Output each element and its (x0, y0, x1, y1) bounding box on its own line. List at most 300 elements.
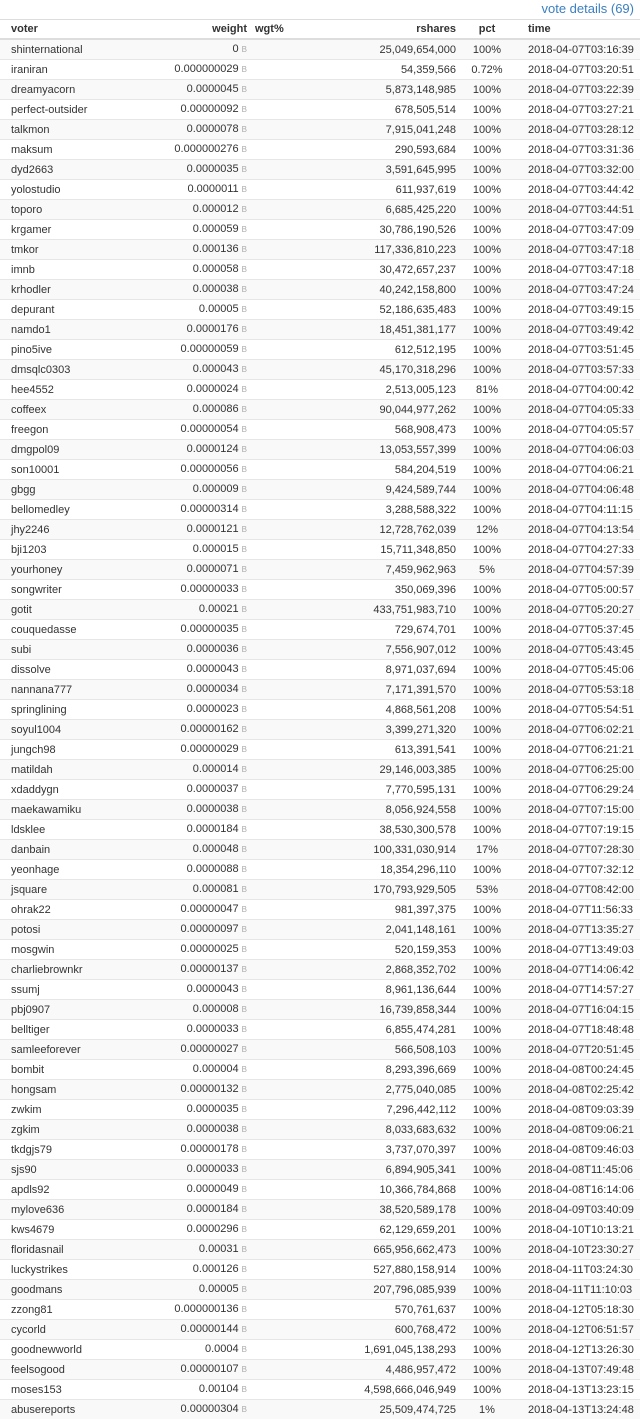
weight-symbol-icon: B (242, 185, 247, 194)
voter-link[interactable]: charliebrownkr (0, 960, 150, 980)
weight-cell (150, 880, 251, 900)
weight-value: 0.0000036 (187, 643, 239, 655)
weight-value: 0.00000054 (181, 423, 239, 435)
voter-link[interactable]: dmgpol09 (0, 440, 150, 460)
time-cell: 2018-04-07T03:47:09 (514, 220, 640, 240)
wgt-pct-cell (251, 80, 319, 100)
weight-cell (150, 1160, 251, 1180)
rshares-cell: 566,508,103 (319, 1040, 460, 1060)
weight-value: 0.000038 (193, 283, 239, 295)
time-cell: 2018-04-07T03:44:51 (514, 200, 640, 220)
voter-link[interactable]: cycorld (0, 1320, 150, 1340)
weight-cell (150, 340, 251, 360)
voter-link[interactable]: songwriter (0, 580, 150, 600)
time-cell: 2018-04-07T05:37:45 (514, 620, 640, 640)
voter-link[interactable]: perfect-outsider (0, 100, 150, 120)
wgt-pct-cell (251, 280, 319, 300)
voter-link[interactable]: belltiger (0, 1020, 150, 1040)
time-cell: 2018-04-10T23:30:27 (514, 1240, 640, 1260)
weight-symbol-icon: B (242, 1125, 247, 1134)
weight-value: 0.00000132 (181, 1083, 239, 1095)
weight-cell (150, 400, 251, 420)
table-row (0, 1360, 640, 1380)
rshares-cell: 4,868,561,208 (319, 700, 460, 720)
pct-cell: 100% (460, 39, 514, 60)
voter-link[interactable]: pino5ive (0, 340, 150, 360)
table-row (0, 920, 640, 940)
weight-cell (150, 100, 251, 120)
table-row (0, 1400, 640, 1419)
rshares-cell: 600,768,472 (319, 1320, 460, 1340)
rshares-cell: 729,674,701 (319, 620, 460, 640)
weight-value: 0.00021 (199, 603, 239, 615)
voter-link[interactable]: tkdgjs79 (0, 1140, 150, 1160)
weight-cell (150, 600, 251, 620)
time-cell: 2018-04-07T04:57:39 (514, 560, 640, 580)
wgt-pct-cell (251, 820, 319, 840)
time-cell: 2018-04-07T05:54:51 (514, 700, 640, 720)
rshares-cell: 30,786,190,526 (319, 220, 460, 240)
voter-link[interactable]: talkmon (0, 120, 150, 140)
weight-cell (150, 500, 251, 520)
pct-cell: 1% (460, 1400, 514, 1419)
voter-link[interactable]: mylove636 (0, 1200, 150, 1220)
table-row (0, 380, 640, 400)
table-row (0, 220, 640, 240)
pct-cell: 100% (460, 580, 514, 600)
pct-cell: 100% (460, 140, 514, 160)
wgt-pct-cell (251, 940, 319, 960)
weight-cell (150, 180, 251, 200)
rshares-cell: 18,451,381,177 (319, 320, 460, 340)
pct-cell: 100% (460, 1180, 514, 1200)
voter-link[interactable]: springlining (0, 700, 150, 720)
voter-link[interactable]: zzong81 (0, 1300, 150, 1320)
weight-cell (150, 860, 251, 880)
wgt-pct-cell (251, 760, 319, 780)
col-header-pct[interactable]: pct (460, 20, 514, 40)
pct-cell: 100% (460, 1200, 514, 1220)
time-cell: 2018-04-07T07:15:00 (514, 800, 640, 820)
voter-link[interactable]: apdls92 (0, 1180, 150, 1200)
wgt-pct-cell (251, 140, 319, 160)
wgt-pct-cell (251, 1280, 319, 1300)
pct-cell: 100% (460, 780, 514, 800)
voter-link[interactable]: kws4679 (0, 1220, 150, 1240)
time-cell: 2018-04-11T11:10:03 (514, 1280, 640, 1300)
voter-link[interactable]: goodmans (0, 1280, 150, 1300)
wgt-pct-cell (251, 980, 319, 1000)
rshares-cell: 207,796,085,939 (319, 1280, 460, 1300)
voter-link[interactable]: zwkim (0, 1100, 150, 1120)
voter-link[interactable]: feelsogood (0, 1360, 150, 1380)
rshares-cell: 54,359,566 (319, 60, 460, 80)
table-header-row (0, 20, 640, 40)
pct-cell: 100% (460, 120, 514, 140)
time-cell: 2018-04-07T04:06:21 (514, 460, 640, 480)
weight-symbol-icon: B (242, 1305, 247, 1314)
pct-cell: 100% (460, 860, 514, 880)
table-row (0, 1280, 640, 1300)
voter-link[interactable]: namdo1 (0, 320, 150, 340)
table-row (0, 1020, 640, 1040)
wgt-pct-cell (251, 620, 319, 640)
weight-symbol-icon: B (242, 885, 247, 894)
wgt-pct-cell (251, 1400, 319, 1419)
pct-cell: 12% (460, 520, 514, 540)
weight-symbol-icon: B (242, 805, 247, 814)
wgt-pct-cell (251, 740, 319, 760)
weight-cell (150, 120, 251, 140)
voter-link[interactable]: dreamyacorn (0, 80, 150, 100)
voter-link[interactable]: bji1203 (0, 540, 150, 560)
weight-symbol-icon: B (242, 165, 247, 174)
voter-link[interactable]: tmkor (0, 240, 150, 260)
weight-cell (150, 540, 251, 560)
table-row (0, 900, 640, 920)
table-row (0, 660, 640, 680)
voter-link[interactable]: xdaddygn (0, 780, 150, 800)
rshares-cell: 568,908,473 (319, 420, 460, 440)
wgt-pct-cell (251, 220, 319, 240)
pct-cell: 17% (460, 840, 514, 860)
time-cell: 2018-04-07T14:06:42 (514, 960, 640, 980)
wgt-pct-cell (251, 520, 319, 540)
weight-cell (150, 1000, 251, 1020)
weight-value: 0.000000136 (174, 1303, 238, 1315)
weight-symbol-icon: B (242, 1165, 247, 1174)
weight-cell (150, 260, 251, 280)
time-cell: 2018-04-07T08:42:00 (514, 880, 640, 900)
voter-link[interactable]: yourhoney (0, 560, 150, 580)
weight-cell (150, 480, 251, 500)
rshares-cell: 678,505,514 (319, 100, 460, 120)
voter-link[interactable]: coffeex (0, 400, 150, 420)
time-cell: 2018-04-08T02:25:42 (514, 1080, 640, 1100)
voter-link[interactable]: krgamer (0, 220, 150, 240)
wgt-pct-cell (251, 1240, 319, 1260)
vote-details-link[interactable]: vote details (69) (542, 1, 635, 16)
time-cell: 2018-04-07T18:48:48 (514, 1020, 640, 1040)
pct-cell: 100% (460, 480, 514, 500)
weight-value: 0.0000121 (187, 523, 239, 535)
wgt-pct-cell (251, 660, 319, 680)
weight-value: 0.0000071 (187, 563, 239, 575)
table-row (0, 800, 640, 820)
voter-link[interactable]: moses153 (0, 1380, 150, 1400)
table-row (0, 560, 640, 580)
wgt-pct-cell (251, 100, 319, 120)
table-row (0, 320, 640, 340)
table-row (0, 640, 640, 660)
weight-cell (150, 560, 251, 580)
voter-link[interactable]: jsquare (0, 880, 150, 900)
weight-symbol-icon: B (242, 365, 247, 374)
weight-value: 0.0000045 (187, 83, 239, 95)
wgt-pct-cell (251, 340, 319, 360)
pct-cell: 100% (460, 740, 514, 760)
voter-link[interactable]: floridasnail (0, 1240, 150, 1260)
voter-link[interactable]: bellomedley (0, 500, 150, 520)
time-cell: 2018-04-07T04:13:54 (514, 520, 640, 540)
weight-symbol-icon: B (242, 545, 247, 554)
voter-link[interactable]: sjs90 (0, 1160, 150, 1180)
weight-cell (150, 140, 251, 160)
rshares-cell: 45,170,318,296 (319, 360, 460, 380)
voter-link[interactable]: danbain (0, 840, 150, 860)
voter-link[interactable]: shinternational (0, 39, 150, 60)
weight-cell (150, 700, 251, 720)
weight-symbol-icon: B (242, 1025, 247, 1034)
weight-cell (150, 80, 251, 100)
pct-cell: 100% (460, 340, 514, 360)
voter-link[interactable]: freegon (0, 420, 150, 440)
table-row (0, 1300, 640, 1320)
time-cell: 2018-04-07T03:44:42 (514, 180, 640, 200)
weight-symbol-icon: B (242, 745, 247, 754)
col-header-time[interactable]: time (514, 20, 640, 40)
weight-symbol-icon: B (242, 1005, 247, 1014)
weight-value: 0.000014 (193, 763, 239, 775)
voter-link[interactable]: yolostudio (0, 180, 150, 200)
time-cell: 2018-04-07T07:19:15 (514, 820, 640, 840)
voter-link[interactable]: dmsqlc0303 (0, 360, 150, 380)
weight-symbol-icon: B (242, 425, 247, 434)
time-cell: 2018-04-10T10:13:21 (514, 1220, 640, 1240)
table-row (0, 1260, 640, 1280)
weight-value: 0.00000027 (181, 1043, 239, 1055)
wgt-pct-cell (251, 380, 319, 400)
time-cell: 2018-04-09T03:40:09 (514, 1200, 640, 1220)
weight-cell (150, 620, 251, 640)
weight-value: 0.0000088 (187, 863, 239, 875)
wgt-pct-cell (251, 720, 319, 740)
rshares-cell: 570,761,637 (319, 1300, 460, 1320)
pct-cell: 100% (460, 460, 514, 480)
pct-cell: 100% (460, 1280, 514, 1300)
voter-link[interactable]: samleeforever (0, 1040, 150, 1060)
weight-symbol-icon: B (242, 525, 247, 534)
voter-link[interactable]: zgkim (0, 1120, 150, 1140)
rshares-cell: 612,512,195 (319, 340, 460, 360)
voter-link[interactable]: maksum (0, 140, 150, 160)
col-header-wgt-pct[interactable]: wgt% (251, 20, 319, 40)
time-cell: 2018-04-08T16:14:06 (514, 1180, 640, 1200)
wgt-pct-cell (251, 1100, 319, 1120)
table-row (0, 260, 640, 280)
voter-link[interactable]: maekawamiku (0, 800, 150, 820)
table-row (0, 1060, 640, 1080)
pct-cell: 100% (460, 1060, 514, 1080)
weight-value: 0.00000047 (181, 903, 239, 915)
voter-link[interactable]: toporo (0, 200, 150, 220)
weight-value: 0.000000276 (174, 143, 238, 155)
weight-cell (150, 840, 251, 860)
time-cell: 2018-04-07T13:49:03 (514, 940, 640, 960)
table-row (0, 500, 640, 520)
voter-link[interactable]: ssumj (0, 980, 150, 1000)
voter-link[interactable]: dyd2663 (0, 160, 150, 180)
weight-symbol-icon: B (242, 265, 247, 274)
rshares-cell: 2,513,005,123 (319, 380, 460, 400)
wgt-pct-cell (251, 1020, 319, 1040)
weight-symbol-icon: B (242, 585, 247, 594)
col-header-voter[interactable]: voter (0, 20, 150, 40)
weight-symbol-icon: B (242, 685, 247, 694)
voter-link[interactable]: yeonhage (0, 860, 150, 880)
voter-link[interactable]: krhodler (0, 280, 150, 300)
weight-value: 0.00000107 (181, 1363, 239, 1375)
table-row (0, 340, 640, 360)
weight-cell (150, 1240, 251, 1260)
rshares-cell: 90,044,977,262 (319, 400, 460, 420)
weight-symbol-icon: B (242, 665, 247, 674)
weight-value: 0.000004 (193, 1063, 239, 1075)
pct-cell: 100% (460, 1360, 514, 1380)
voter-link[interactable]: dissolve (0, 660, 150, 680)
voter-link[interactable]: goodnewworld (0, 1340, 150, 1360)
voter-link[interactable]: jungch98 (0, 740, 150, 760)
weight-value: 0.00005 (199, 303, 239, 315)
weight-value: 0.0000296 (187, 1223, 239, 1235)
weight-cell (150, 1360, 251, 1380)
weight-value: 0.000009 (193, 483, 239, 495)
rshares-cell: 2,041,148,161 (319, 920, 460, 940)
weight-cell (150, 1220, 251, 1240)
rshares-cell: 7,770,595,131 (319, 780, 460, 800)
rshares-cell: 981,397,375 (319, 900, 460, 920)
weight-cell (150, 660, 251, 680)
voter-link[interactable]: couquedasse (0, 620, 150, 640)
voter-link[interactable]: gbgg (0, 480, 150, 500)
table-row (0, 280, 640, 300)
voter-link[interactable]: hee4552 (0, 380, 150, 400)
voter-link[interactable]: subi (0, 640, 150, 660)
voter-link[interactable]: luckystrikes (0, 1260, 150, 1280)
weight-cell (150, 440, 251, 460)
time-cell: 2018-04-07T03:51:45 (514, 340, 640, 360)
weight-value: 0.0000043 (187, 663, 239, 675)
wgt-pct-cell (251, 560, 319, 580)
voter-link[interactable]: abusereports (0, 1400, 150, 1419)
pct-cell: 53% (460, 880, 514, 900)
wgt-pct-cell (251, 300, 319, 320)
rshares-cell: 8,056,924,558 (319, 800, 460, 820)
wgt-pct-cell (251, 840, 319, 860)
voter-link[interactable]: imnb (0, 260, 150, 280)
weight-cell (150, 1380, 251, 1400)
voter-link[interactable]: bombit (0, 1060, 150, 1080)
wgt-pct-cell (251, 440, 319, 460)
rshares-cell: 25,049,654,000 (319, 39, 460, 60)
wgt-pct-cell (251, 540, 319, 560)
pct-cell: 100% (460, 940, 514, 960)
table-row (0, 700, 640, 720)
table-row (0, 360, 640, 380)
time-cell: 2018-04-07T20:51:45 (514, 1040, 640, 1060)
weight-symbol-icon: B (242, 485, 247, 494)
time-cell: 2018-04-07T03:49:42 (514, 320, 640, 340)
wgt-pct-cell (251, 1160, 319, 1180)
table-row (0, 400, 640, 420)
weight-value: 0.000086 (193, 403, 239, 415)
voter-link[interactable]: nannana777 (0, 680, 150, 700)
wgt-pct-cell (251, 1180, 319, 1200)
weight-cell (150, 39, 251, 60)
weight-cell (150, 1120, 251, 1140)
table-row (0, 240, 640, 260)
weight-symbol-icon: B (242, 205, 247, 214)
voter-link[interactable]: pbj0907 (0, 1000, 150, 1020)
weight-value: 0.000048 (193, 843, 239, 855)
voter-link[interactable]: soyul1004 (0, 720, 150, 740)
weight-value: 0.0000049 (187, 1183, 239, 1195)
voter-link[interactable]: depurant (0, 300, 150, 320)
weight-symbol-icon: B (242, 1145, 247, 1154)
wgt-pct-cell (251, 60, 319, 80)
weight-cell (150, 760, 251, 780)
rshares-cell: 25,509,474,725 (319, 1400, 460, 1419)
time-cell: 2018-04-07T03:47:18 (514, 240, 640, 260)
wgt-pct-cell (251, 1220, 319, 1240)
voter-link[interactable]: matildah (0, 760, 150, 780)
voter-link[interactable]: potosi (0, 920, 150, 940)
time-cell: 2018-04-08T09:46:03 (514, 1140, 640, 1160)
voter-link[interactable]: ldsklee (0, 820, 150, 840)
rshares-cell: 8,033,683,632 (319, 1120, 460, 1140)
pct-cell: 100% (460, 660, 514, 680)
time-cell: 2018-04-13T13:24:48 (514, 1400, 640, 1419)
table-row (0, 80, 640, 100)
weight-symbol-icon: B (242, 845, 247, 854)
voter-link[interactable]: iraniran (0, 60, 150, 80)
table-row (0, 460, 640, 480)
time-cell: 2018-04-07T06:02:21 (514, 720, 640, 740)
table-row (0, 440, 640, 460)
table-row (0, 1380, 640, 1400)
voter-link[interactable]: mosgwin (0, 940, 150, 960)
pct-cell: 100% (460, 1240, 514, 1260)
voter-link[interactable]: ohrak22 (0, 900, 150, 920)
weight-cell (150, 240, 251, 260)
pct-cell: 100% (460, 1220, 514, 1240)
table-row (0, 880, 640, 900)
weight-symbol-icon: B (242, 145, 247, 154)
voter-link[interactable]: gotit (0, 600, 150, 620)
table-row (0, 1320, 640, 1340)
voter-link[interactable]: hongsam (0, 1080, 150, 1100)
weight-value: 0.0000033 (187, 1023, 239, 1035)
pct-cell: 100% (460, 960, 514, 980)
voter-link[interactable]: son10001 (0, 460, 150, 480)
rshares-cell: 6,855,474,281 (319, 1020, 460, 1040)
rshares-cell: 117,336,810,223 (319, 240, 460, 260)
rshares-cell: 100,331,030,914 (319, 840, 460, 860)
col-header-weight[interactable]: weight (150, 20, 251, 40)
rshares-cell: 611,937,619 (319, 180, 460, 200)
wgt-pct-cell (251, 1360, 319, 1380)
rshares-cell: 170,793,929,505 (319, 880, 460, 900)
time-cell: 2018-04-08T00:24:45 (514, 1060, 640, 1080)
weight-value: 0.0000035 (187, 163, 239, 175)
col-header-rshares[interactable]: rshares (319, 20, 460, 40)
weight-symbol-icon: B (242, 965, 247, 974)
weight-cell (150, 680, 251, 700)
voter-link[interactable]: jhy2246 (0, 520, 150, 540)
weight-symbol-icon: B (242, 625, 247, 634)
weight-cell (150, 1280, 251, 1300)
wgt-pct-cell (251, 640, 319, 660)
